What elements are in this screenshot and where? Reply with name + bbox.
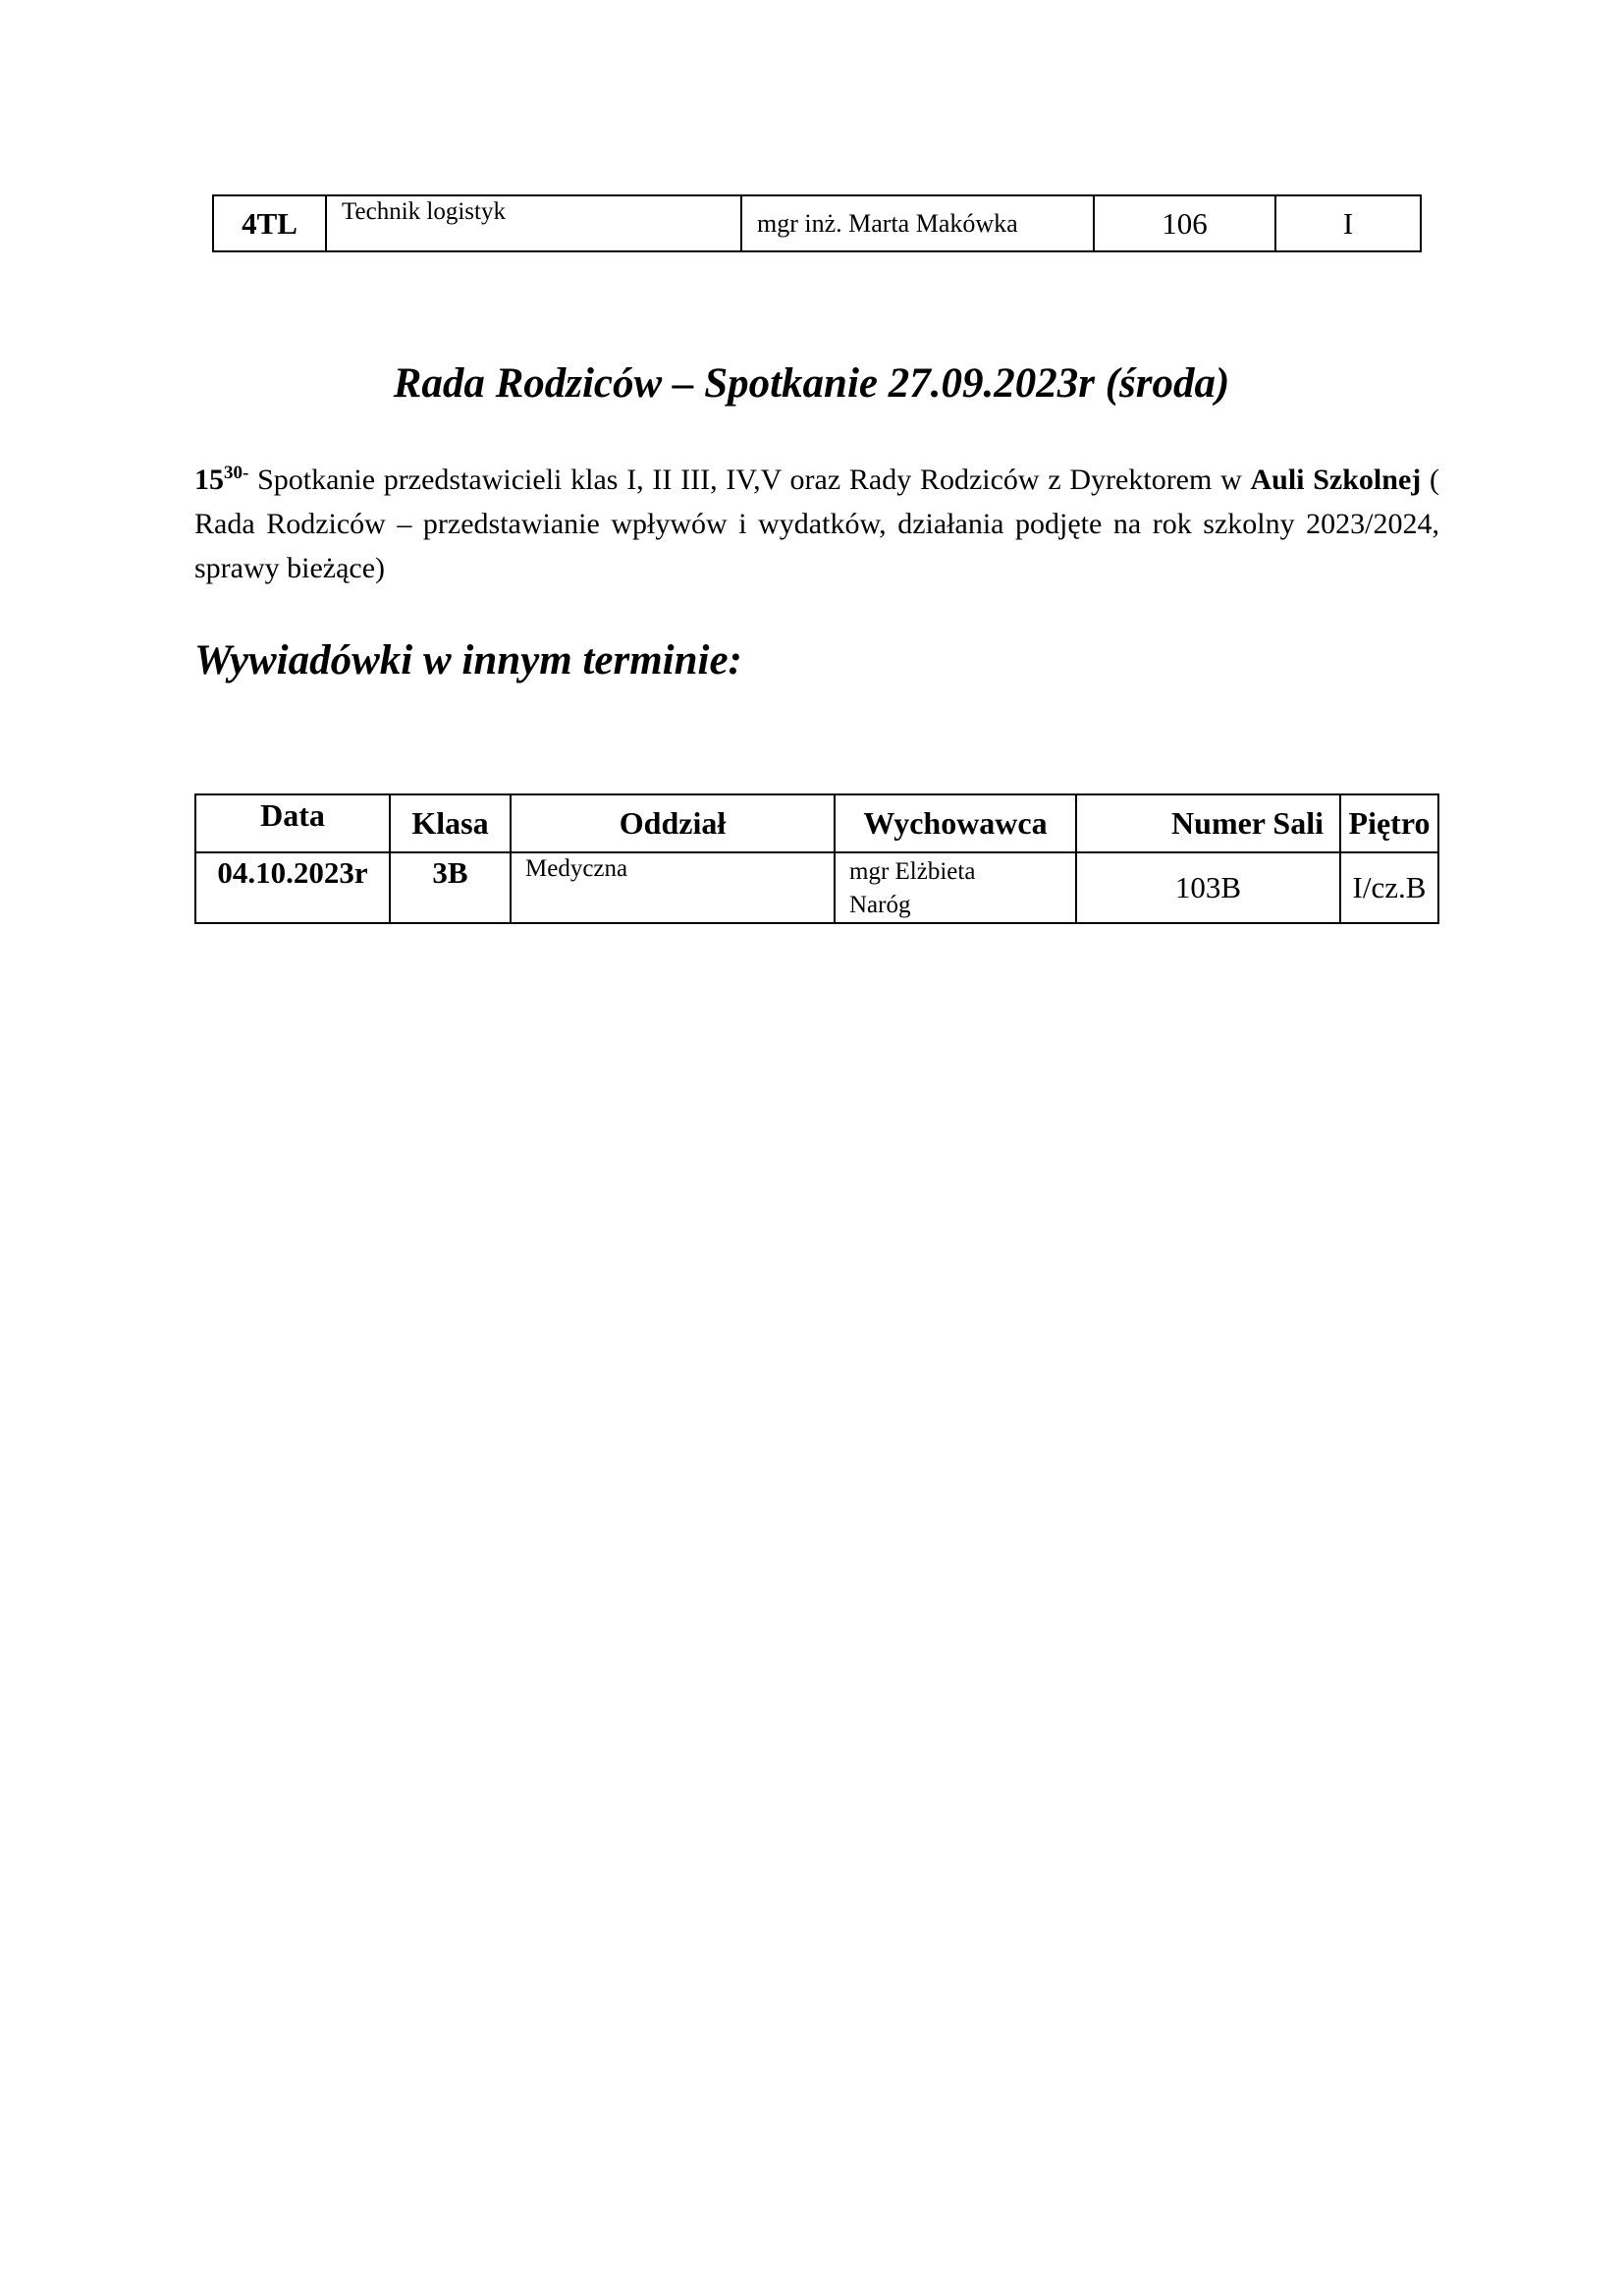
row-class: 3B: [390, 852, 511, 923]
row-room: 103B: [1076, 852, 1340, 923]
floor: I: [1275, 195, 1421, 251]
meeting-time-hour: 15: [194, 464, 224, 496]
table-row: [195, 852, 1438, 923]
row-teacher-line1: mgr Elżbieta: [849, 858, 976, 885]
header-wychowawca: Wychowawca: [835, 794, 1076, 852]
header-sala: Numer Sali: [1076, 794, 1340, 852]
row-teacher: [835, 852, 1076, 923]
row-profile: Medyczna: [511, 852, 835, 923]
meeting-time-minutes: 30-: [224, 463, 249, 483]
table-row: [213, 195, 1421, 251]
header-pietro: Piętro: [1340, 794, 1438, 852]
meeting-location: Auli Szkolnej: [1250, 464, 1422, 496]
meeting-text-end: ( Rada Rodziców – przedstawianie wpływów i wydatków, działania podjęte na rok szkolny 2023/2024, sprawy bieżące): [194, 464, 1439, 584]
other-dates-table: [194, 793, 1439, 924]
class-teacher: mgr inż. Marta Makówka: [741, 195, 1094, 251]
row-floor: I/cz.B: [1340, 852, 1438, 923]
header-oddzial: Oddział: [511, 794, 835, 852]
header-data: Data: [195, 794, 390, 852]
meeting-title: Rada Rodziców – Spotkanie 27.09.2023r (środa): [393, 360, 1230, 407]
class-profile: Technik logistyk: [326, 195, 741, 251]
other-dates-title: Wywiadówki w innym terminie:: [194, 637, 742, 683]
class-table-continued: [212, 194, 1422, 252]
meeting-text-start: Spotkanie przedstawicieli klas I, II III, IV,V oraz Rady Rodziców z Dyrektorem w: [248, 464, 1251, 496]
room-number: 106: [1094, 195, 1275, 251]
meeting-description: [194, 458, 1439, 590]
row-date: 04.10.2023r: [195, 852, 390, 923]
header-klasa: Klasa: [390, 794, 511, 852]
class-code: 4TL: [213, 195, 326, 251]
table-header-row: [195, 794, 1438, 852]
row-teacher-line2: Naróg: [849, 892, 911, 918]
